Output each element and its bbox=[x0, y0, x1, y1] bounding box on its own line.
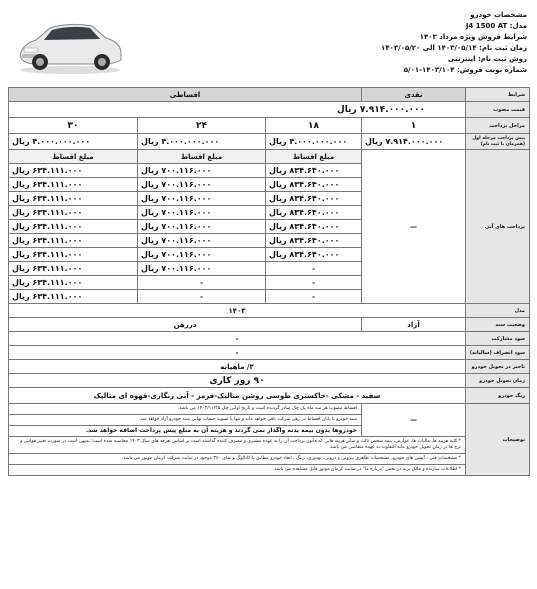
later-payments-label: پرداخت های آتی bbox=[466, 150, 530, 304]
partner-profit-value: - bbox=[9, 332, 466, 346]
model-year: ۱۴۰۳ bbox=[9, 304, 466, 318]
inst-18: - bbox=[266, 276, 362, 290]
inst-24: ۷۰۰.۱۱۶.۰۰۰ ریال bbox=[138, 164, 266, 178]
stage-24: ۲۴ bbox=[138, 118, 266, 134]
note-3: خودروها بدون بیمه بدنه واگذار نمی گردند و هزینه آن به مبلغ پیش پرداخت اضافه خواهد شد. bbox=[9, 426, 362, 437]
stage-cash: ۱ bbox=[362, 118, 466, 134]
inst-18: ۸۳۴.۶۴۰.۰۰۰ ریال bbox=[266, 220, 362, 234]
price-value: ۷.۹۱۴.۰۰۰.۰۰۰ ریال bbox=[9, 102, 466, 118]
inst-30: ۶۳۴.۱۱۱.۰۰۰ ریال bbox=[9, 164, 138, 178]
delivery-label: زمان تحویل خودرو bbox=[466, 374, 530, 388]
cash-later-dash: — bbox=[362, 150, 466, 304]
note-6: * اطلاعات سازنده و مالک برند در بخش "درباره ما" در سایت کرمان موتور قابل مشاهده می باشد. bbox=[9, 465, 466, 476]
prepay-label bbox=[466, 134, 530, 150]
header-installment: اقساطی bbox=[9, 88, 362, 102]
inst-18: ۸۳۴.۶۴۰.۰۰۰ ریال bbox=[266, 234, 362, 248]
note-1: اقساط مصوب هر سه ماه یک چک صادر گردیده است و تاریخ اولین چک ۱۴۰۳/۱۱/۲۵ می باشد. bbox=[9, 404, 362, 415]
inst-18: - bbox=[266, 290, 362, 304]
inst-30: ۶۳۴.۱۱۱.۰۰۰ ریال bbox=[9, 206, 138, 220]
note-5: * مشخصات فنی ، آپشن های خودرو، مشخصات ظاهری بیرونی و درونی، تودوزی، رینگ ، ابعاد خودرو مطابق با کاتالوگ و نمای ۳۶۰ موجود در سایت شرکت کرمان موتور می باشد. bbox=[9, 454, 466, 465]
inst-24: ۷۰۰.۱۱۶.۰۰۰ ریال bbox=[138, 206, 266, 220]
inst-24: ۷۰۰.۱۱۶.۰۰۰ ریال bbox=[138, 234, 266, 248]
inst-30: ۶۳۴.۱۱۱.۰۰۰ ریال bbox=[9, 220, 138, 234]
prepay-18: ۴.۰۰۰.۰۰۰.۰۰۰ ریال bbox=[266, 134, 362, 150]
prepay-label-sub: مرحله اول (همزمان با ثبت نام) bbox=[472, 135, 526, 147]
inst-24: ۷۰۰.۱۱۶.۰۰۰ ریال bbox=[138, 220, 266, 234]
conditions-table bbox=[8, 87, 530, 476]
inst-18: ۸۳۴.۶۴۰.۰۰۰ ریال bbox=[266, 206, 362, 220]
notes-cash-dash: — bbox=[362, 404, 466, 437]
stages-label: مراحل پرداخت bbox=[466, 118, 530, 134]
inst-30: ۶۳۴.۱۱۱.۰۰۰ ریال bbox=[9, 290, 138, 304]
inst-24: - bbox=[138, 290, 266, 304]
inst-24: ۷۰۰.۱۱۶.۰۰۰ ریال bbox=[138, 248, 266, 262]
spec-conditions: شرایط فروش ویژه مرداد ۱۴۰۳ bbox=[419, 33, 527, 41]
color-value: سفید - مشکی -خاکستری طوسی روشن متالیک-قرمز - آبی زنگاری-قهوه ای متالیک bbox=[9, 388, 466, 404]
delivery-value: ۹۰ روز کاری bbox=[9, 374, 466, 388]
inst-24: ۷۰۰.۱۱۶.۰۰۰ ریال bbox=[138, 262, 266, 276]
model-label: مدل bbox=[466, 304, 530, 318]
spec-registration-period: زمان ثبت نام: ۱۴۰۳/۰۵/۱۴ الی ۱۴۰۳/۰۵/۲۰ bbox=[381, 44, 527, 52]
prepay-24: ۴.۰۰۰.۰۰۰.۰۰۰ ریال bbox=[138, 134, 266, 150]
cell-conditions-label: شرایط bbox=[466, 88, 530, 102]
inst-30: ۶۳۴.۱۱۱.۰۰۰ ریال bbox=[9, 248, 138, 262]
cancellation-profit-value: - bbox=[9, 346, 466, 360]
inst-30: ۶۳۴.۱۱۱.۰۰۰ ریال bbox=[9, 178, 138, 192]
cancellation-profit-label: سود انصراف (سالیانه) bbox=[466, 346, 530, 360]
inst-18: ۸۳۴.۶۴۰.۰۰۰ ریال bbox=[266, 178, 362, 192]
installment-header-24: مبلغ اقساط bbox=[138, 150, 266, 164]
inst-30: ۶۳۴.۱۱۱.۰۰۰ ریال bbox=[9, 262, 138, 276]
partner-profit-label: سود مشارکت bbox=[466, 332, 530, 346]
note-2: سند خودرو تا پایان اقساط در رهن شرکت باقی خواهد ماند و تنها با تسویه حساب نهایی سند خودرو آزاد خواهد شد. bbox=[9, 415, 362, 426]
installment-header-30: مبلغ اقساط bbox=[9, 150, 138, 164]
price-label: قیمت مصوب bbox=[466, 102, 530, 118]
inst-24: - bbox=[138, 276, 266, 290]
delay-value: ۳/ ماهیانه bbox=[9, 360, 466, 374]
spec-title: مشخصات خودرو bbox=[470, 11, 527, 19]
inst-18: ۸۳۴.۶۴۰.۰۰۰ ریال bbox=[266, 248, 362, 262]
inst-30: ۶۳۴.۱۱۱.۰۰۰ ریال bbox=[9, 276, 138, 290]
stage-18: ۱۸ bbox=[266, 118, 362, 134]
color-label: رنگ خودرو bbox=[466, 388, 530, 404]
inst-30: ۶۳۴.۱۱۱.۰۰۰ ریال bbox=[9, 234, 138, 248]
inst-30: ۶۳۴.۱۱۱.۰۰۰ ریال bbox=[9, 192, 138, 206]
document-label: وضعیت سند bbox=[466, 318, 530, 332]
inst-18: ۸۳۴.۶۴۰.۰۰۰ ریال bbox=[266, 192, 362, 206]
prepay-label-main: پیش پرداخت bbox=[497, 135, 526, 141]
prepay-30: ۴.۰۰۰.۰۰۰.۰۰۰ ریال bbox=[9, 134, 138, 150]
inst-18: ۸۳۴.۶۴۰.۰۰۰ ریال bbox=[266, 164, 362, 178]
document-cash: آزاد bbox=[362, 318, 466, 332]
car-image bbox=[14, 14, 126, 76]
spec-method: روش ثبت نام: اینترنتی bbox=[447, 55, 527, 63]
spec-model: مدل: J4 1500 AT bbox=[465, 22, 527, 30]
spec-round: شماره نوبت فروش: ۱۴۰۳/۱۰۴-۵/۰۱ bbox=[403, 66, 527, 74]
installment-header-18: مبلغ اقساط bbox=[266, 150, 362, 164]
stage-30: ۳۰ bbox=[9, 118, 138, 134]
notes-label: توضیحات bbox=[466, 404, 530, 476]
note-4: * کلیه هزینه ها، مالیات ها، عوارض، بیمه شخص ثالث و سایر هزینه هایی که قانون پرداخت آن را به عهده مشتری و مصرف کننده گذاشته است بر اساس تعرفه های سال ۱۴۰۳ محاسبه شده است؛ بدیهی است در صورت تغییر قوانین و نرخ ها در زمان تحویل خودرو مابه التفاوت به عهده متقاضی می باشد. bbox=[9, 437, 466, 454]
header-cash: نقدی bbox=[362, 88, 466, 102]
delay-label: تاخیر در تحویل خودرو bbox=[466, 360, 530, 374]
inst-24: ۷۰۰.۱۱۶.۰۰۰ ریال bbox=[138, 178, 266, 192]
document-installment: دررهن bbox=[9, 318, 362, 332]
vehicle-spec-block bbox=[337, 10, 527, 76]
prepay-cash: ۷.۹۱۴.۰۰۰.۰۰۰ ریال bbox=[362, 134, 466, 150]
inst-24: ۷۰۰.۱۱۶.۰۰۰ ریال bbox=[138, 192, 266, 206]
inst-18: - bbox=[266, 262, 362, 276]
